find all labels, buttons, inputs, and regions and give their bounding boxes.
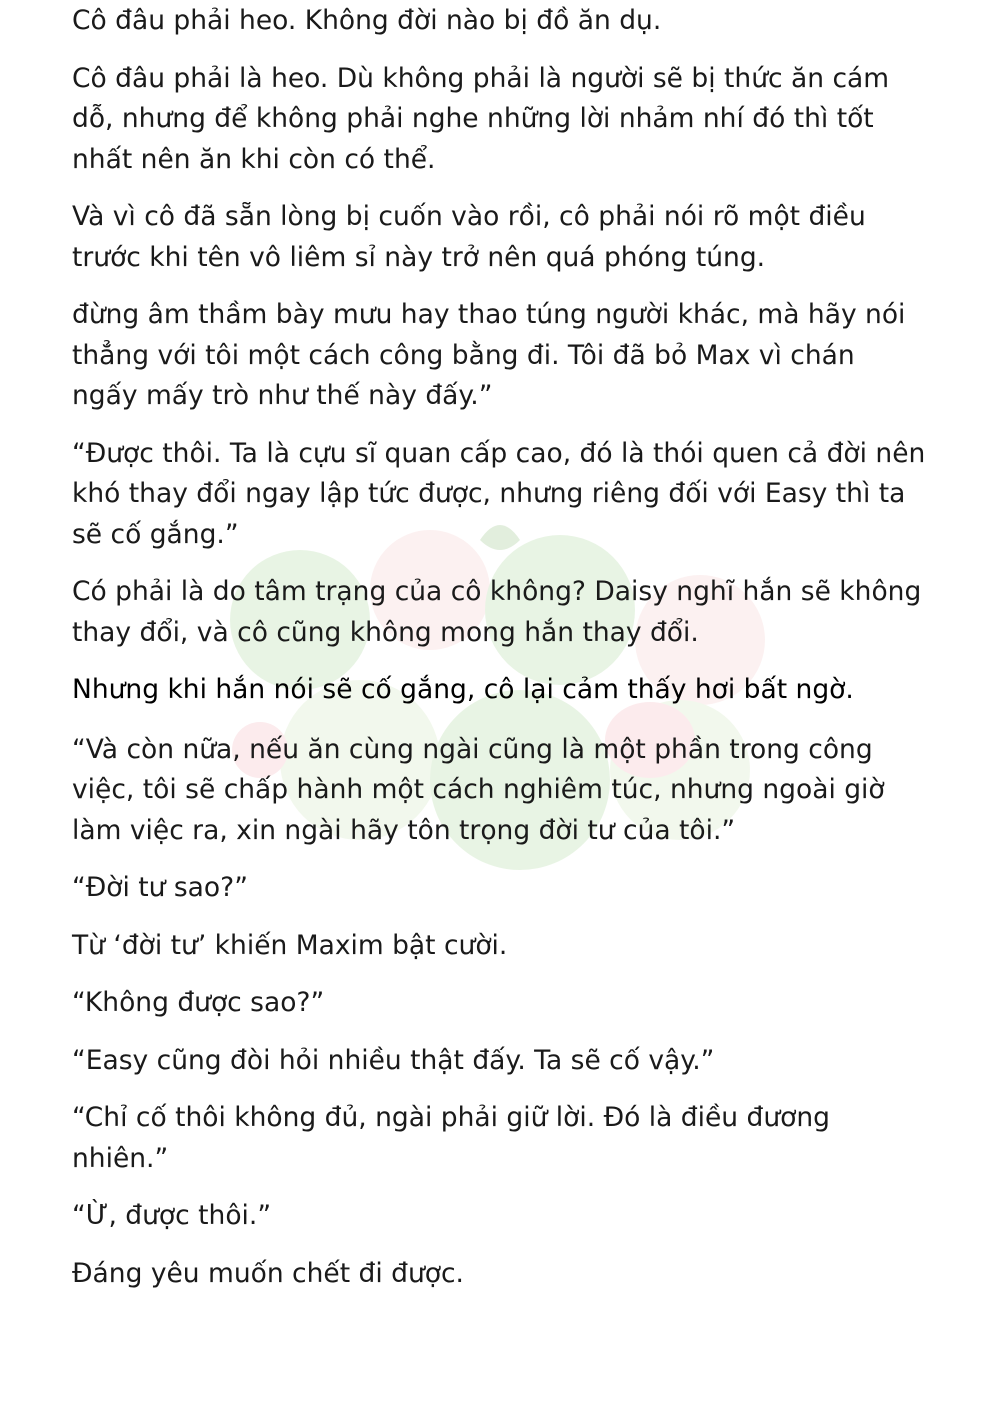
paragraph: Cô đâu phải heo. Không đời nào bị đồ ăn dụ. <box>72 5 662 36</box>
paragraph: “Không được sao?” <box>72 987 325 1018</box>
paragraph: “Chỉ cố thôi không đủ, ngài phải giữ lời. Đó là điều đương nhiên.” <box>72 1102 830 1174</box>
paragraph: Nhưng khi hắn nói sẽ cố gắng, cô lại cảm thấy hơi bất ngờ. <box>72 674 854 705</box>
document-body <box>72 0 932 1311</box>
paragraph: đừng âm thầm bày mưu hay thao túng người khác, mà hãy nói thẳng với tôi một cách công bằng đi. Tôi đã bỏ Max vì chán ngấy mấy trò như thế này đấy.” <box>72 299 906 411</box>
paragraph: “Được thôi. Ta là cựu sĩ quan cấp cao, đó là thói quen cả đời nên khó thay đổi ngay lập tức được, nhưng riêng đối với Easy thì ta sẽ cố gắng.” <box>72 437 926 550</box>
paragraph: Đáng yêu muốn chết đi được. <box>72 1257 464 1289</box>
paragraph: Và vì cô đã sẵn lòng bị cuốn vào rồi, cô phải nói rõ một điều trước khi tên vô liêm sỉ này trở nên quá phóng túng. <box>72 201 866 273</box>
paragraph: “Ừ, được thôi.” <box>72 1200 272 1231</box>
paragraph: “Và còn nữa, nếu ăn cùng ngài cũng là một phần trong công việc, tôi sẽ chấp hành một cách nghiêm túc, nhưng ngoài giờ làm việc ra, xin ngài hãy tôn trọng đời tư của tôi.” <box>72 733 885 846</box>
paragraph: Có phải là do tâm trạng của cô không? Daisy nghĩ hắn sẽ không thay đổi, và cô cũng không mong hắn thay đổi. <box>72 576 922 648</box>
paragraph: Cô đâu phải là heo. Dù không phải là người sẽ bị thức ăn cám dỗ, nhưng để không phải nghe những lời nhảm nhí đó thì tốt nhất nên ăn khi còn có thể. <box>72 62 890 175</box>
paragraph: “Easy cũng đòi hỏi nhiều thật đấy. Ta sẽ cố vậy.” <box>72 1044 715 1076</box>
paragraph: “Đời tư sao?” <box>72 872 248 903</box>
paragraph: Từ ‘đời tư’ khiến Maxim bật cười. <box>72 929 508 961</box>
